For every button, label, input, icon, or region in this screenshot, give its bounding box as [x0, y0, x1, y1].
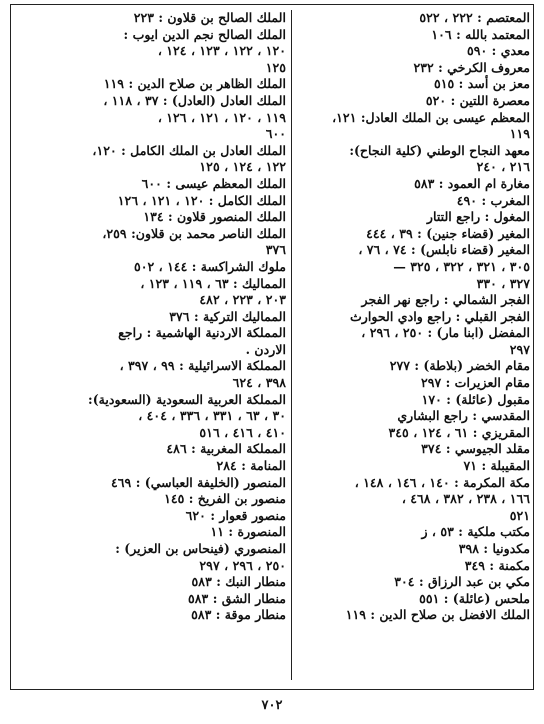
index-entry: ٢٠٣ ، ٢٢٣ ، ٤٨٢ [199, 292, 286, 308]
index-entry: منطار الشق : ٥٨٣ [188, 590, 286, 606]
index-entry: ٦٠٠ [265, 126, 286, 142]
index-entry: ٤١٠ ، ٤١٦ ، ٥١٦ [199, 424, 286, 440]
index-entry: ٢٩٧ [509, 341, 530, 357]
index-entry: المملكة المغربية : ٤٨٦ [166, 441, 286, 457]
index-entry: ملحس (عائلة) : ٥٥١ [419, 590, 530, 606]
index-entry: المنامة : ٢٨٤ [216, 458, 286, 474]
index-entry: الملك المنصور قلاون : ١٣٤ [143, 209, 286, 225]
index-entry: ٥٢١ [509, 507, 530, 523]
index-entry: معدي : ٥٩٠ [466, 43, 530, 59]
index-entry: ١٢٠ ، ١٢٢ ، ١٢٣ ، ١٢٤ ، [157, 43, 286, 59]
index-entry: المقدسي : راجع البشاري [397, 408, 530, 424]
index-entry: المماليك : ٦٣ ، ١١٩ ، ١٢٣ ، [140, 275, 286, 291]
index-entry: المقيبلة : ٧١ [463, 458, 530, 474]
index-entry: الملك العادل (العادل) : ٣٧ ، ١١٨ ، [103, 92, 286, 108]
index-entry: ٣٧٦ [265, 242, 286, 258]
index-entry: معصرة اللتين : ٥٢٠ [425, 92, 530, 108]
index-entry: المملكة العربية السعودية (السعودية): [88, 391, 286, 407]
index-entry: المعتصم : ٢٢٢ ، ٥٢٢ [419, 10, 530, 25]
index-entry: ١٢٥ [265, 59, 286, 75]
index-entry: الملك الافضل بن صلاح الدين : ١١٩ [345, 607, 530, 623]
index-entry: الاردن . [245, 341, 286, 357]
index-entry: المنصورة : ١١ [210, 524, 286, 540]
index-entry: المغير (قضاء نابلس) : ٧٤ ، ٧٦ ، [358, 242, 530, 258]
index-entry: مغارة ام العمود : ٥٨٣ [414, 175, 530, 191]
index-entry: المغول : راجع التتار [426, 209, 530, 225]
index-entry: المقريزي : ٦١ ، ١٢٤ ، ٣٤٥ [388, 424, 530, 440]
index-entry: ١٦٦ ، ٢٣٨ ، ٣٨٢ ، ٤٦٨ ، [401, 491, 530, 507]
index-entry: مكدونيا : ٣٩٨ [458, 541, 530, 556]
index-entry: مكتب ملكية : ٥٣ ، ز [421, 524, 530, 540]
index-entry: مقبول (عائلة) : ١٧٠ [421, 391, 530, 407]
index-entry: ٣٠ ، ٦٣ ، ٣٣١ ، ٣٣٦ ، ٤٠٤ ، [138, 408, 286, 424]
index-entry: ٢٥٠ ، ٢٩٦ ، ٢٩٧ [199, 557, 286, 573]
index-entry: ملوك الشراكسة : ١٤٤ ، ٥٠٢ [133, 258, 286, 274]
index-entry: الملك الناصر محمد بن قلاون: ٢٥٩، [102, 225, 286, 241]
index-entry: الملك الظاهر بن صلاح الدين : ١١٩ [103, 76, 286, 92]
index-entry: الملك الكامل : ١٢٠ ، ١٢١ ، ١٢٦ [117, 192, 286, 208]
index-entry: معروف الكرخي : ٢٣٢ [413, 59, 530, 75]
index-entry: ٢١٦ ، ٢٤٠ [476, 159, 530, 175]
index-entry: ١١٩ [509, 126, 530, 142]
index-entry: المنصور (الخليفة العباسي) : ٤٦٩ [111, 474, 286, 490]
index-entry: الفجر الشمالي : راجع نهر الفجر [361, 292, 530, 308]
index-column-left [18, 10, 286, 624]
index-entry: ٣٢٧ ، ٣٣٠ [476, 275, 530, 291]
index-entry: مكي بن عبد الرزاق : ٣٠٤ [394, 574, 530, 590]
index-entry: منصور قعوار : ٦٢٠ [185, 507, 286, 523]
index-entry: مقلد الجيوسي : ٣٧٤ [421, 441, 530, 457]
index-entry: منصور بن الفريخ : ١٤٥ [164, 491, 286, 507]
index-entry: المعتمد بالله : ١٠٦ [431, 26, 530, 42]
index-entry: مكمنة : ٣٤٩ [464, 557, 530, 573]
index-entry: المملكة الاسرائيلية : ٩٩ ، ٣٩٧ ، [119, 358, 286, 374]
index-entry: ١٢٢ ، ١٢٤ ، ١٢٥ [199, 159, 286, 175]
index-entry: منطار موقة : ٥٨٣ [191, 607, 286, 623]
index-entry: الفجر القبلي : راجع وادي الحوارث [349, 308, 530, 324]
index-entry: ٣٠٥ ، ٣٢١ ، ٣٢٢ ، ٣٢٥ — [393, 258, 530, 274]
index-entry: المعظم عيسى بن الملك العادل: ١٢١، [332, 109, 530, 125]
index-entry: المغرب : ٤٩٠ [456, 192, 530, 208]
index-entry: منطار النبك : ٥٨٣ [191, 574, 286, 590]
index-entry: معهد النجاح الوطني (كلية النجاح): [349, 142, 530, 158]
index-entry: ١١٩ ، ١٢٠ ، ١٢١ ، ١٢٦ ، [157, 109, 286, 125]
index-entry: مقام الخضر (بلاطة) : ٢٧٧ [389, 358, 530, 374]
index-entry: المنصوري (فينحاس بن العزير) : [115, 541, 286, 556]
column-divider [291, 10, 292, 680]
index-entry: معز بن أسد : ٥١٥ [433, 76, 530, 92]
page-number: ٧٠٢ [261, 698, 283, 713]
index-entry: المماليك التركية : ٣٧٦ [169, 308, 286, 324]
index-entry: ٣٩٨ ، ٦٢٤ [232, 375, 286, 391]
index-entry: المفضل (ابنا مار) : ٢٥٠ ، ٢٩٦ ، [361, 325, 530, 341]
index-entry: مقام العزيرات : ٢٩٧ [420, 375, 530, 391]
index-entry: الملك الصالح نجم الدين ايوب : [123, 26, 286, 42]
index-entry: مكة المكرمة : ١٤٠ ، ١٤٦ ، ١٤٨ ، [354, 474, 530, 490]
index-entry: الملك العادل بن الملك الكامل : ١٢٠، [92, 142, 286, 158]
index-column-right [296, 10, 530, 624]
index-entry: الملك المعظم عيسى : ٦٠٠ [141, 175, 286, 191]
index-entry: الملك الصالح بن قلاون : ٢٢٣ [133, 10, 286, 25]
index-entry: المملكة الاردنية الهاشمية : راجع [118, 325, 286, 341]
index-entry: المغير (قضاء جنين) : ٣٩ ، ٤٤٤ [366, 225, 530, 241]
